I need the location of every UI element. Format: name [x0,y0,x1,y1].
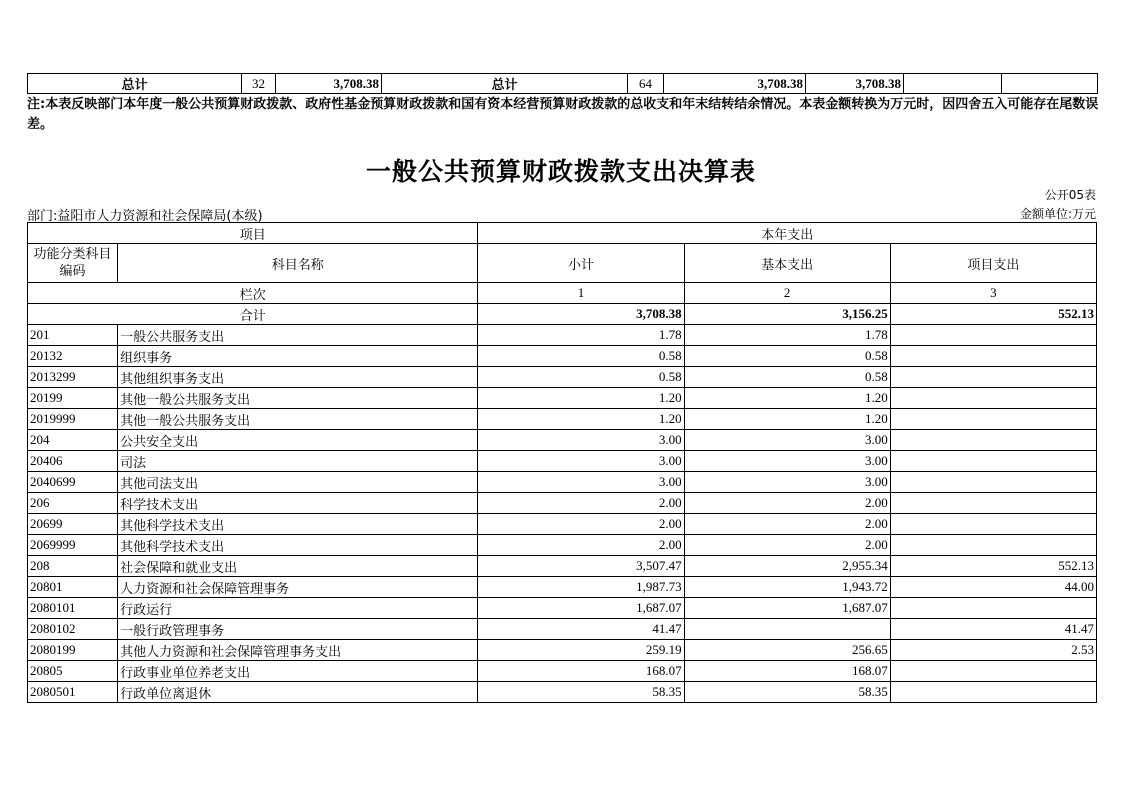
top-total-label-left: 总计 [28,74,242,94]
row-name: 行政事业单位养老支出 [118,661,478,682]
table-row [28,472,1097,493]
column-number-2: 2 [684,283,890,304]
row-basic: 2.00 [684,514,890,535]
row-code: 206 [28,493,118,514]
table-row [28,556,1097,577]
department-label: 部门:益阳市人力资源和社会保障局(本级) [27,209,263,224]
row-basic: 1.20 [684,388,890,409]
row-name: 一般公共服务支出 [118,325,478,346]
table-row [28,451,1097,472]
table-row [28,325,1097,346]
row-basic: 58.35 [684,682,890,703]
row-code: 2080102 [28,619,118,640]
row-subtotal: 3.00 [478,430,684,451]
row-subtotal: 58.35 [478,682,684,703]
row-code: 20199 [28,388,118,409]
row-subtotal: 1,687.07 [478,598,684,619]
row-project [890,514,1096,535]
row-subtotal: 2.00 [478,514,684,535]
table-row [28,661,1097,682]
row-code: 2080501 [28,682,118,703]
row-name: 其他组织事务支出 [118,367,478,388]
row-subtotal: 168.07 [478,661,684,682]
column-number-label: 栏次 [28,283,478,304]
column-number-3: 3 [890,283,1096,304]
row-code: 2013299 [28,367,118,388]
row-subtotal: 259.19 [478,640,684,661]
table-row [28,619,1097,640]
row-code: 20406 [28,451,118,472]
row-subtotal: 2.00 [478,493,684,514]
row-basic: 1,943.72 [684,577,890,598]
total-subtotal: 3,708.38 [478,304,684,325]
table-row [28,640,1097,661]
table-row [28,430,1097,451]
row-basic: 3.00 [684,451,890,472]
row-basic [684,619,890,640]
row-name: 科学技术支出 [118,493,478,514]
row-project [890,367,1096,388]
row-code: 2040699 [28,472,118,493]
header-name: 科目名称 [118,244,478,283]
row-basic: 2,955.34 [684,556,890,577]
row-basic: 0.58 [684,346,890,367]
row-name: 其他科学技术支出 [118,535,478,556]
row-name: 其他科学技术支出 [118,514,478,535]
row-code: 204 [28,430,118,451]
row-basic: 168.07 [684,661,890,682]
row-name: 人力资源和社会保障管理事务 [118,577,478,598]
row-code: 2069999 [28,535,118,556]
row-subtotal: 1.78 [478,325,684,346]
row-basic: 2.00 [684,493,890,514]
table-row [28,577,1097,598]
row-subtotal: 1.20 [478,409,684,430]
top-blank-cell-2 [1002,74,1098,94]
top-row-number-right: 64 [628,74,664,94]
row-basic: 1,687.07 [684,598,890,619]
row-project [890,535,1096,556]
row-code: 20699 [28,514,118,535]
row-code: 201 [28,325,118,346]
row-name: 行政运行 [118,598,478,619]
row-subtotal: 3,507.47 [478,556,684,577]
row-project [890,598,1096,619]
row-name: 组织事务 [118,346,478,367]
row-basic: 0.58 [684,367,890,388]
row-basic: 1.78 [684,325,890,346]
header-project: 项目 [28,223,478,244]
total-label: 合计 [28,304,478,325]
table-row [28,493,1097,514]
amount-unit-label: 金额单位:万元 [1019,207,1096,221]
top-total-amount-left: 3,708.38 [276,74,382,94]
row-subtotal: 0.58 [478,346,684,367]
total-project: 552.13 [890,304,1096,325]
previous-table-total-row [27,73,1098,94]
row-code: 2080101 [28,598,118,619]
table-row [28,346,1097,367]
row-name: 其他一般公共服务支出 [118,409,478,430]
row-name: 其他司法支出 [118,472,478,493]
total-basic: 3,156.25 [684,304,890,325]
table-row [28,598,1097,619]
row-subtotal: 3.00 [478,472,684,493]
table-row [28,409,1097,430]
table-row [28,682,1097,703]
row-subtotal: 0.58 [478,367,684,388]
table-row [28,388,1097,409]
row-project [890,493,1096,514]
row-project: 44.00 [890,577,1096,598]
row-code: 208 [28,556,118,577]
top-blank-cell-1 [904,74,1002,94]
row-code: 20805 [28,661,118,682]
row-project [890,409,1096,430]
top-total-amount-right-1: 3,708.38 [664,74,806,94]
row-project [890,388,1096,409]
top-total-amount-right-2: 3,708.38 [806,74,904,94]
header-subtotal: 小计 [478,244,684,283]
row-code: 20801 [28,577,118,598]
page-title: 一般公共预算财政拨款支出决算表 [365,157,756,186]
row-subtotal: 2.00 [478,535,684,556]
row-code: 2019999 [28,409,118,430]
header-basic: 基本支出 [684,244,890,283]
row-project: 2.53 [890,640,1096,661]
row-project: 552.13 [890,556,1096,577]
table-row [28,514,1097,535]
row-name: 行政单位离退休 [118,682,478,703]
form-number: 公开05表 [1044,188,1096,202]
row-basic: 256.65 [684,640,890,661]
row-name: 司法 [118,451,478,472]
row-name: 其他人力资源和社会保障管理事务支出 [118,640,478,661]
row-code: 20132 [28,346,118,367]
row-project: 41.47 [890,619,1096,640]
row-basic: 3.00 [684,430,890,451]
header-project-expenditure: 项目支出 [890,244,1096,283]
row-name: 其他一般公共服务支出 [118,388,478,409]
row-project [890,451,1096,472]
table-note: 注:本表反映部门本年度一般公共预算财政拨款、政府性基金预算财政拨款和国有资本经营预算财政拨款的总收支和年末结转结余情况。本表金额转换为万元时，因四舍五入可能存在尾数误差。 [27,97,1099,132]
header-current-year: 本年支出 [478,223,1097,244]
expenditure-table [27,222,1097,703]
row-project [890,682,1096,703]
row-code: 2080199 [28,640,118,661]
table-row [28,535,1097,556]
total-row [28,304,1097,325]
row-project [890,346,1096,367]
row-basic: 2.00 [684,535,890,556]
header-code: 功能分类科目编码 [28,244,118,283]
top-row-number-left: 32 [242,74,276,94]
table-row [28,367,1097,388]
row-project [890,472,1096,493]
row-basic: 3.00 [684,472,890,493]
row-name: 社会保障和就业支出 [118,556,478,577]
row-project [890,661,1096,682]
row-name: 一般行政管理事务 [118,619,478,640]
row-project [890,325,1096,346]
row-project [890,430,1096,451]
row-basic: 1.20 [684,409,890,430]
row-subtotal: 1.20 [478,388,684,409]
row-subtotal: 41.47 [478,619,684,640]
top-total-label-right: 总计 [382,74,628,94]
row-subtotal: 3.00 [478,451,684,472]
row-name: 公共安全支出 [118,430,478,451]
column-number-1: 1 [478,283,684,304]
row-subtotal: 1,987.73 [478,577,684,598]
